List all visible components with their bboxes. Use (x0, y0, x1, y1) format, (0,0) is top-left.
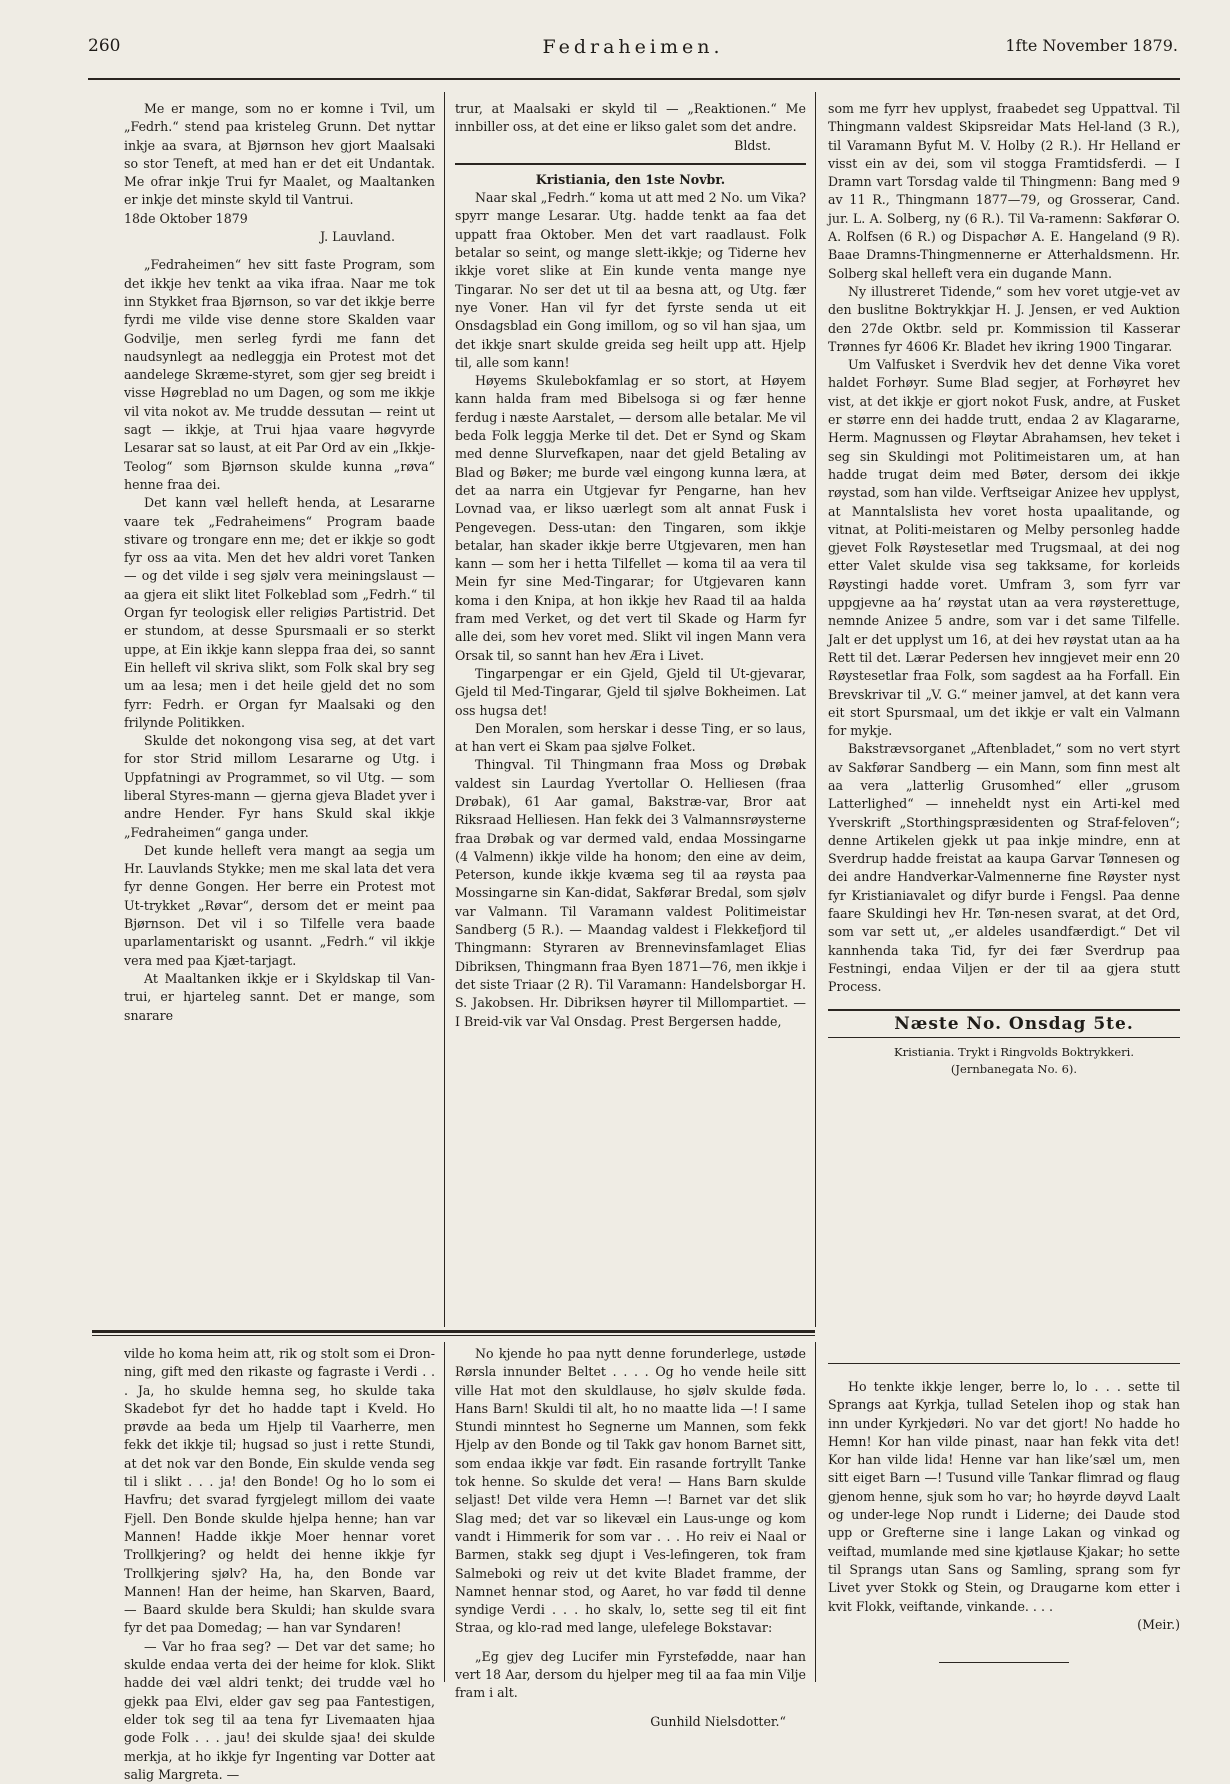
story-signature: Gunhild Nielsdotter.“ (650, 1713, 786, 1729)
page-header (88, 36, 1178, 66)
bottom-column-3 (828, 1345, 1180, 1663)
feuilleton-separator-thin (92, 1335, 815, 1336)
section-heading: Kristiania, den 1ste Novbr. (535, 171, 726, 187)
article-paragraph: Naar skal „Fedrh.“ koma ut att med 2 No. um Vika? spyrr mange Lesarar. Utg. hadde tenkt aa faa det uppatt fraa Oktober. Men det vart raadlaust. Folk betalar so seint, og mange slett-ikkje; og Tiderne hev ikkje voret slike at Ein kunde venta mange nye Tingarar. No ser det ut til aa besna att, og Utg. fær nye Voner. Han vil fyr det fyrste senda ut eit Onsdagsblad ein Gong imillom, og so vil han sjaa, um det ikkje snart skulde greida seg heilt upp att. Hjelp til, alle som kann! (455, 190, 806, 370)
article-paragraph: Høyems Skulebokfamlag er so stort, at Høyem kann halda fram med Bibelsoga si og fær henne ferdug i næste Aarstalet, — dersom alle betalar. Me vil beda Folk leggja Merke til det. Det er Synd og Skam med denne Slurvefkapen, naar det gjeld Betaling av Blad og Bøker; me burde væl eingong kunna læra, at det aa narra ein Utgjevar fyr Pengarne, han hev Lovnad vaa, er likso uærlegt som alt annat Fusk i Pengevegen. Dess-utan: den Tingaren, som ikkje betalar, han skader ikkje berre Utgjevaren, men han kann — som her i hetta Tilfellet — koma til aa vera til Mein fyr sine Med-Tingarar; for Utgjevaren kann koma i den Knipa, at hon ikkje hev Raad til aa halda fram med Verket, og det vert til Skade og Harm fyr alle dei, som hev voret med. Slikt vil ingen Mann vera Orsak til, so sannt han hev Æra i Livet. (455, 373, 806, 663)
article-paragraph: som me fyrr hev upplyst, fraabedet seg Uppattval. Til Thingmann valdest Skipsreidar Mats Hel-land (3 R.), til Varamann Byfut M. V. Holby (2 R.). Hr Helland er visst ein av dei, som vil stogga Framtidsferdi. — I Dramn vart Torsdag valde til Thingmenn: Bang med 9 av 11 R., Thingmann 1877—79, og Grosserar, Cand. jur. L. A. Solberg, ny (6 R.). Til Va-ramenn: Sakførar O. A. Rolfsen (6 R.) og Dispachør A. E. Hangeland (9 R). Baae Dramns-Thingmennerne er Atterhaldsmenn. Hr. Solberg skal helleft vera ein dugande Mann. (828, 101, 1180, 281)
imprint-line: Kristiania. Trykt i Ringvolds Boktrykkeri. (894, 1044, 1134, 1059)
article-paragraph: Tingarpengar er ein Gjeld, Gjeld til Ut-gjevarar, Gjeld til Med-Tingarar, Gjeld til sjølve Bokheimen. Lat oss hugsa det! (455, 665, 806, 718)
article-paragraph: At Maaltanken ikkje er i Skyldskap til Van-trui, er hjarteleg sannt. Det er mange, som snarare (124, 970, 435, 1023)
column-divider (815, 1342, 816, 1682)
bottom-column-2 (455, 1345, 806, 1731)
notice-rule-top (828, 1009, 1180, 1011)
newspaper-title: Fedraheimen. (542, 36, 724, 58)
top-column-3 (828, 100, 1180, 1078)
article-paragraph: Ny illustreret Tidende,“ som hev voret utgje-vet av den buslitne Boktrykkjar H. J. Jensen, er ved Auktion den 27de Oktbr. seld pr. Kommission til Kasserar Trønnes fyr 4606 Kr. Bladet hev ikring 1900 Tingarar. (828, 283, 1180, 354)
notice-rule-bottom (828, 1037, 1180, 1038)
end-ornament (939, 1662, 1069, 1663)
next-issue-notice: Næste No. Onsdag 5te. (894, 1013, 1134, 1034)
story-paragraph: Ho tenkte ikkje lenger, berre lo, lo . . . sette til Sprangs aat Kyrkja, tullad Setelen ihop og stak han inn under Kyrkjedøri. No var det gjort! No hadde ho Hemn! Kor han vilde pinast, naar han fekk vita det! Kor han vilde lida! Henne var han like’sæl um, men sitt eiget Barn —! Tusund ville Tankar flimrad og flaug gjenom henne, sjuk som ho var; ho høyrde døyvd Laalt og under-lege Nop rundt i Liderne; dei Daude stod upp or Grefterne sine i lange Lakan og vinkad og veiftad, mumlande med sine kjøtlause Kjakar; ho sette til Sprangs utan Sans og Samling, sprang som fyr Livet yver Stokk og Stein, og Draugarne kom etter i kvit Flokk, veiftande, vinkande. . . . (828, 1379, 1180, 1614)
article-signature: Bldst. (734, 137, 771, 153)
story-paragraph: — Var ho fraa seg? — Det var det same; ho skulde endaa verta dei der heime for klok. Slikt hadde dei væl aldri tenkt; dei trudde væl ho gjekk paa Elvi, elder gav seg paa Fantestigen, elder tok seg til aa tena fyr Livemaaten hjaa gode Folk . . . jau! dei skulde sjaa! dei skulde merkja, at ho ikkje fyr Ingenting var Dotter aat salig Margreta. — (124, 1638, 435, 1782)
issue-date: 1fte November 1879. (1005, 36, 1178, 55)
bottom-column-1 (124, 1345, 435, 1784)
column-divider (444, 92, 445, 1327)
story-paragraph: No kjende ho paa nytt denne forunderlege, ustøde Rørsla innunder Beltet . . . . Og ho vende heile sitt ville Hat mot den skuldlause, ho sjølv skulde føda. Hans Barn! Skuldi til alt, ho no maatte lida —! I same Stundi minntest ho Segnerne um Mannen, som fekk Hjelp av den Bonde og til Takk gav honom Barnet sitt, som endaa ikkje var født. Ein rasande fortryllt Tanke tok henne. So skulde det vera! — Hans Barn skulde seljast! Det vilde vera Hemn —! Barnet var det slik Slag med; det var so likevæl ein Laus-unge og kom vandt i Himmerik for som var . . . Ho reiv ei Naal or Barmen, stakk seg djupt i Ves-lefingeren, tok fram Salmeboki og reiv ut det kvite Bladet framme, der Namnet hennar stod, og Aaret, ho var fødd til denne syndige Verdi . . . ho skalv, lo, sette seg til eit fint Straa, og klo-rad med lange, ulefelege Bokstavar: (455, 1346, 806, 1636)
article-paragraph: Den Moralen, som herskar i desse Ting, er so laus, at han vert ei Skam paa sjølve Folket. (455, 720, 806, 755)
article-paragraph: trur, at Maalsaki er skyld til — „Reaktionen.“ Me innbiller oss, at det eine er likso galet som det andre. (455, 101, 806, 135)
top-column-2 (455, 100, 806, 1031)
continued-note: (Meir.) (1137, 1616, 1180, 1632)
imprint-address: (Jernbanegata No. 6). (950, 1061, 1078, 1076)
page-number: 260 (88, 36, 121, 56)
story-quote: „Eg gjev deg Lucifer min Fyrstefødde, naar han vert 18 Aar, dersom du hjelper meg til aa faa min Vilje fram i alt. (455, 1648, 806, 1701)
article-paragraph: Det kann væl helleft henda, at Lesararne vaare tek „Fedraheimens“ Program baade stivare og trongare enn me; det er ikkje so godt fyr oss aa vita. Men det hev aldri voret Tanken — og det vilde i seg sjølv vera meiningslaust — aa gjera eit slikt litet Folkeblad som „Fedrh.“ til Organ fyr teologisk eller religiøs Partistrid. Det er stundom, at desse Spursmaali er so sterkt uppe, at Ein ikkje kann sleppa fraa dei, so sannt Ein helleft vil skriva slikt, som Folk skal bry seg um aa lesa; men i det heile gjeld det no som fyrr: Fedrh. er Organ fyr Maalsaki og den frilynde Politikken. (124, 495, 435, 730)
article-paragraph: Um Valfusket i Sverdvik hev det denne Vika voret haldet Forhøyr. Sume Blad segjer, at Forhøyret hev vist, at det ikkje er gjort nokot Fusk, andre, at Fusket er større enn dei hadde trutt, endaa 2 av Klagararne, Herm. Magnussen og Fløytar Abrahamsen, hev teket i seg sin Skuldingi mot Politimeistaren um, at han hadde trugat deim med Bøter, dersom dei ikkje røystad, som han vilde. Verftseigar Anizee hev upplyst, at Manntalslista hev voret hosta upaalitande, og vitnat, at Politi-meistaren og Melby personleg hadde gjevet Folk Røystesetlar med Trugsmaal, at dei nog etter Valet skulde visa seg takksame, for korleids Røystingi hadde voret. Umfram 3, som fyrr var uppgjevne aa ha’ røystat utan aa vera røysterettuge, nemnde Anizee 5 andre, som var i det same Tilfelle. Jalt er det upplyst um 16, at dei hev røystat utan aa ha Rett til det. Lærar Pedersen hev inngjevet meir enn 20 Røystesetlar fraa Folk, som sagdest aa ha Forfall. Ein Brevskrivar til „V. G.“ meiner jamvel, at det kann vera eit stort Spursmaal, um det ikkje er valt ein Valmann for mykje. (828, 357, 1180, 739)
article-paragraph: „Fedraheimen“ hev sitt faste Program, som det ikkje hev tenkt aa vika ifraa. Naar me tok inn Stykket fraa Bjørnson, so var det ikkje berre fyrdi me vilde vise denne store Skalden vaar Godvilje, men serleg fyrdi me fann det naudsynlegt aa nedleggja ein Protest mot det aandelege Skræme-styret, som gjer seg breidt i visse Høgreblad no um Dagen, og som me ikkje vil vita nokot av. Me trudde dessutan — reint ut sagt — ikkje, at Trui hjaa vaare høgvyrde Lesarar sat so laust, at eit Par Ord av ein „Ikkje-Teolog“ som Bjørnson skulde kunna „røva“ henne fraa dei. (124, 257, 435, 492)
article-paragraph: Det kunde helleft vera mangt aa segja um Hr. Lauvlands Stykke; men me skal lata det vera fyr denne Gongen. Her berre ein Protest mot Ut-trykket „Røvar“, dersom det er meint paa Bjørnson. Det vil i so Tilfelle vera baade uparlamentariskt og usannt. „Fedrh.“ vil ikkje vera med paa Kjæt-tarjagt. (124, 842, 435, 968)
column-divider (444, 1342, 445, 1682)
article-paragraph: Skulde det nokongong visa seg, at det vart for stor Strid millom Lesararne og Utg. i Uppfatningi av Programmet, so vil Utg. — som liberal Styres-mann — gjerna gjeva Bladet yver i andre Hender. Fyr hans Skuld skal ikkje „Fedraheimen“ ganga under. (124, 733, 435, 840)
article-dateline: 18de Oktober 1879 (124, 210, 248, 226)
section-rule (455, 163, 806, 165)
top-column-1 (124, 100, 435, 1025)
article-paragraph: Bakstrævsorganet „Aftenbladet,“ som no vert styrt av Sakførar Sandberg — ein Mann, som finn mest alt aa vera „latterlig Grusomhed“ eller „grusom Latterlighed“ — inneheldt nyst ein Arti-kel med Yverskrift „Storthingspræsidenten og Straf-feloven“; denne Artikelen gjekk ut paa inkje mindre, enn at Sverdrup hadde freistat aa kaupa Garvar Tønnesen og dei andre Handverkar-Valmennerne fine Røyster nyst fyr Kristianiavalet og difyr burde i Fengsl. Paa denne faare Skuldingi hev Hr. Tøn-nesen svarat, at det Ord, som var sett ut, „er aldeles usandfærdigt.“ Det vil kannhenda taka Tid, fyr dei fær Sverdrup paa Festningi, endaa Viljen er der til aa gjera stutt Process. (828, 741, 1180, 995)
article-paragraph: Me er mange, som no er komne i Tvil, um „Fedrh.“ stend paa kristeleg Grunn. Det nyttar inkje aa svara, at Bjørnson hev gjort Maalsaki so stor Teneft, at med han er det eit Undantak. Me ofrar inkje Trui fyr Maalet, og Maaltanken er inkje det minste skyld til Vantrui. (124, 101, 435, 208)
header-rule (88, 78, 1180, 80)
story-rule (828, 1363, 1180, 1364)
story-paragraph: vilde ho koma heim att, rik og stolt som ei Dron-ning, gift med den rikaste og fagraste i Verdi . . . Ja, ho skulde hemna seg, ho skulde taka Skadebot fyr det ho hadde tapt i Kveld. Ho prøvde aa beda um Hjelp til Vaarherre, men fekk det ikkje til; hugsad so just i rette Stundi, at det nok var den Bonde, Ein skulde venda seg til i slikt . . . ja! den Bonde! Og ho lo som ei Havfru; det svarad fyrgjelegt millom dei vaate Fjell. Den Bonde skulde hjelpa henne; han var Mannen! Hadde ikkje Moer hennar voret Trollkjering? og heldt dei henne ikkje fyr Trollkjering sjølv? Ha, ha, den Bonde var Mannen! Han der heime, han Skarven, Baard, — Baard skulde bera Skuldi; han skulde svara fyr det paa Domedag; — han var Syndaren! (124, 1346, 435, 1636)
article-signature: J. Lauvland. (320, 229, 395, 245)
feuilleton-separator (92, 1330, 815, 1333)
article-paragraph: Thingval. Til Thingmann fraa Moss og Drøbak valdest sin Laurdag Yvertollar O. Helliesen (fraa Drøbak), 61 Aar gamal, Bakstræ-var, Bror aat Riksraad Helliesen. Han fekk dei 3 Valmannsrøysterne fraa Drøbak og var dermed vald, endaa Mossingarne (4 Valmenn) ikkje vilde ha honom; den eine av deim, Peterson, kunde ikkje kvæma seg til aa røysta paa Mossingarne sin Kan-didat, Sakførar Bredal, som sjølv var Valmann. Til Varamann valdest Politimeistar Sandberg (5 R.). — Maandag valdest i Flekkefjord til Thingmann: Styraren av Brennevinsfamlaget Elias Dibriksen, Thingmann fraa Byen 1871—76, men ikkje i det siste Triaar (2 R). Til Varamann: Handelsborgar H. S. Jakobsen. Hr. Dibriksen høyrer til Millompartiet. — I Breid-vik var Val Onsdag. Prest Bergersen hadde, (455, 757, 806, 1029)
column-divider (815, 92, 816, 1327)
